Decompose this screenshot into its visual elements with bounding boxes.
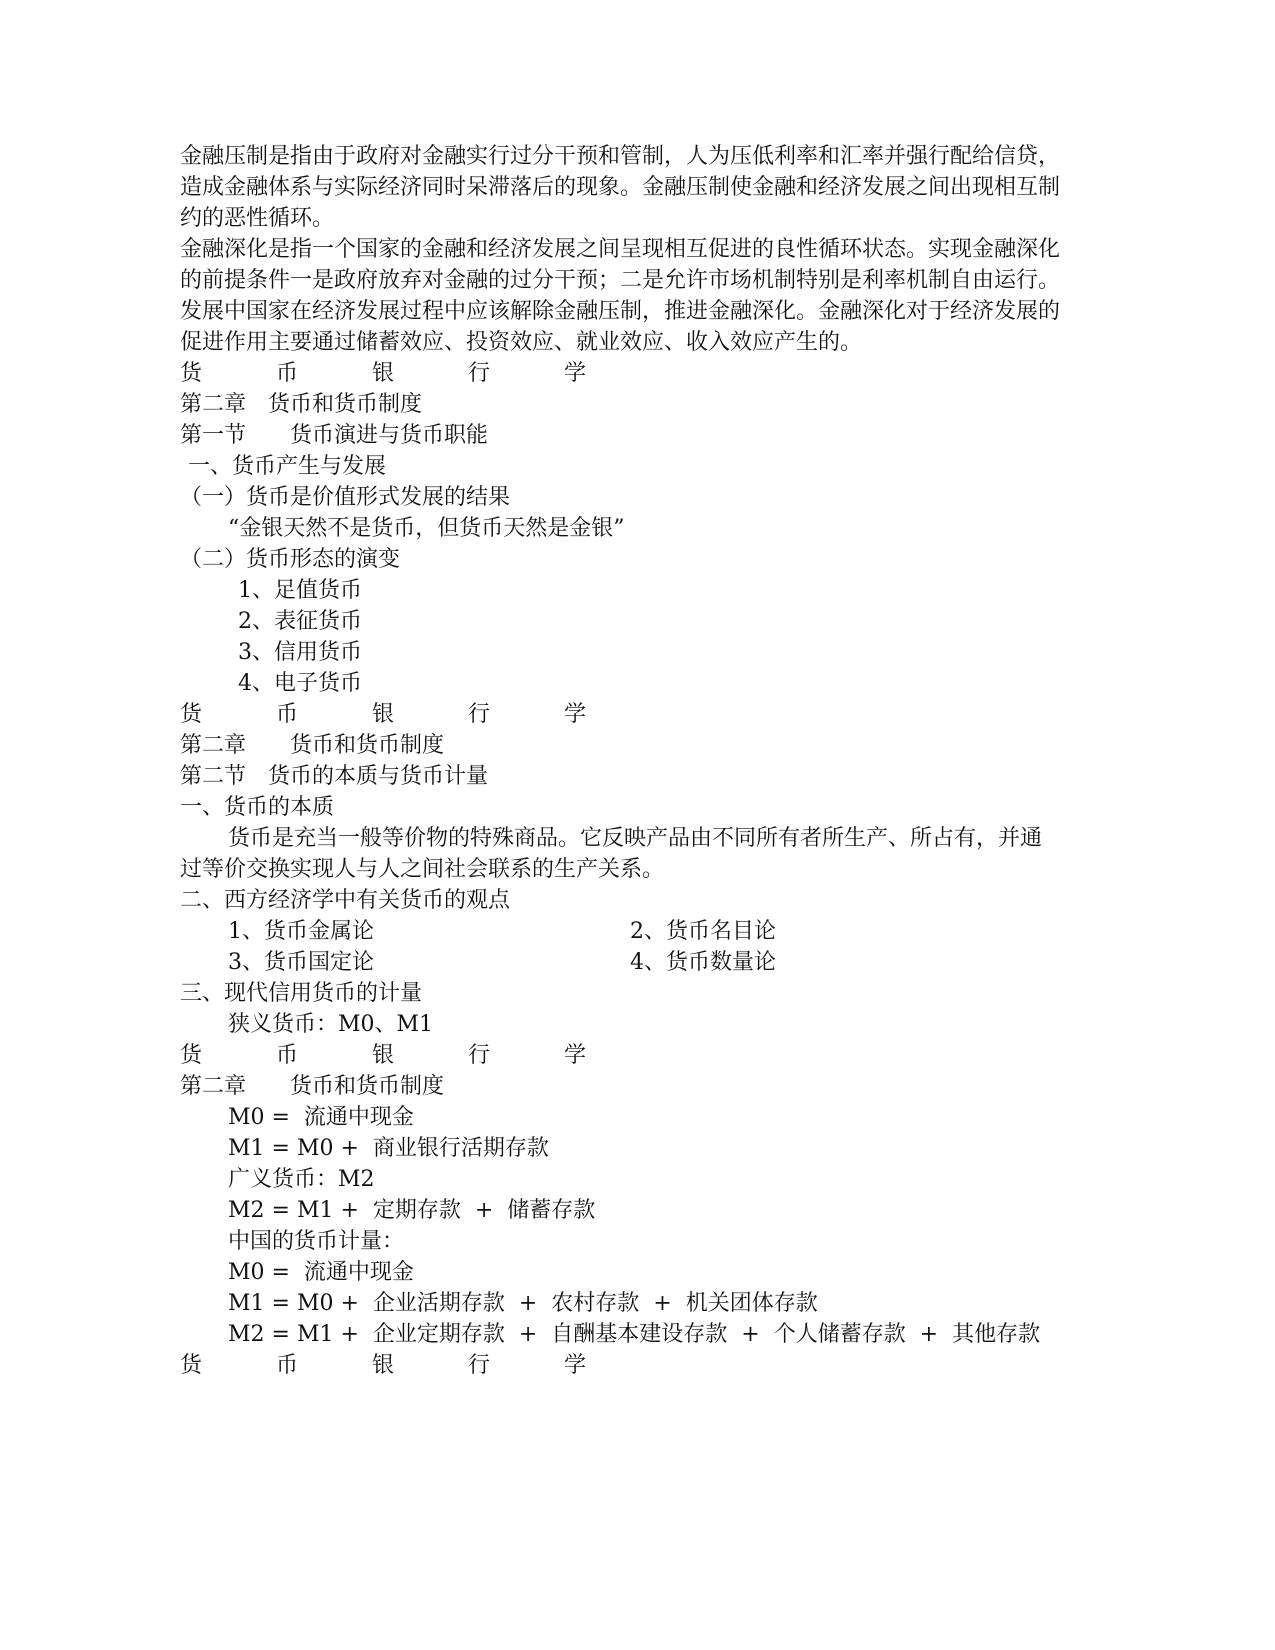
section-heading: 第一节 货币演进与货币职能 [180, 423, 489, 448]
list-item: 2、表征货币 [238, 609, 362, 634]
banner-char: 银 [372, 1043, 395, 1068]
banner-char: 银 [372, 361, 395, 386]
banner-char: 行 [468, 702, 491, 727]
subheading: 二、西方经济学中有关货币的观点 [180, 888, 511, 913]
banner-char: 货 [180, 702, 203, 727]
formula-line: M2 = M1 + 定期存款 + 储蓄存款 [228, 1198, 596, 1223]
course-banner [180, 1350, 600, 1381]
formula-line: 广义货币：M2 [228, 1167, 375, 1192]
list-item: 4、货币数量论 [630, 950, 776, 975]
formula-line: M1 = M0 + 企业活期存款 + 农村存款 + 机关团体存款 [228, 1291, 818, 1316]
list-item: 3、信用货币 [238, 640, 362, 665]
paragraph-financial-repression: 金融压制是指由于政府对金融实行过分干预和管制，人为压低利率和汇率并强行配给信贷，造成金融体系与实际经济同时呆滞落后的现象。金融压制使金融和经济发展之间出现相互制约的恶性循环。 [180, 144, 1061, 231]
subheading: 一、货币产生与发展 [188, 454, 387, 479]
subheading: （二）货币形态的演变 [180, 547, 401, 572]
paragraph-money-essence: 货币是充当一般等价物的特殊商品。它反映产品由不同所有者所生产、所占有，并通过等价交换实现人与人之间社会联系的生产关系。 [180, 826, 1043, 882]
banner-char: 行 [468, 1043, 491, 1068]
paragraph-financial-deepening: 金融深化是指一个国家的金融和经济发展之间呈现相互促进的良性循环状态。实现金融深化的前提条件一是政府放弃对金融的过分干预；二是允许市场机制特别是利率机制自由运行。 [180, 237, 1061, 293]
chapter-heading: 第二章 货币和货币制度 [180, 392, 423, 417]
list-item: 4、电子货币 [238, 671, 362, 696]
banner-char: 币 [276, 361, 299, 386]
formula-line: M0 = 流通中现金 [228, 1105, 414, 1130]
subheading: 三、现代信用货币的计量 [180, 981, 423, 1006]
banner-char: 货 [180, 1353, 203, 1378]
banner-char: 行 [468, 1353, 491, 1378]
subheading: 一、货币的本质 [180, 795, 335, 820]
banner-char: 学 [564, 702, 587, 727]
course-banner [180, 358, 600, 389]
banner-char: 货 [180, 361, 203, 386]
formula-line: 中国的货币计量： [228, 1229, 405, 1254]
document-page [180, 141, 1060, 1381]
banner-char: 学 [564, 361, 587, 386]
banner-char: 学 [564, 1043, 587, 1068]
formula-line: M2 = M1 + 企业定期存款 + 自酬基本建设存款 + 个人储蓄存款 + 其他存款 [228, 1322, 1041, 1347]
subheading: （一）货币是价值形式发展的结果 [180, 485, 511, 510]
banner-char: 币 [276, 1043, 299, 1068]
views-row [180, 947, 1060, 978]
banner-char: 银 [372, 702, 395, 727]
section-heading: 第二节 货币的本质与货币计量 [180, 764, 489, 789]
formula-line: 狭义货币：M0、M1 [228, 1012, 434, 1037]
banner-char: 学 [564, 1353, 587, 1378]
course-banner [180, 1040, 600, 1071]
chapter-heading: 第二章 货币和货币制度 [180, 1074, 445, 1099]
list-item: 3、货币国定论 [228, 950, 374, 975]
formula-line: M0 = 流通中现金 [228, 1260, 414, 1285]
banner-char: 币 [276, 702, 299, 727]
chapter-heading: 第二章 货币和货币制度 [180, 733, 445, 758]
formula-line: M1 = M0 + 商业银行活期存款 [228, 1136, 549, 1161]
course-banner [180, 699, 600, 730]
banner-char: 货 [180, 1043, 203, 1068]
list-item: 2、货币名目论 [630, 919, 776, 944]
banner-char: 币 [276, 1353, 299, 1378]
banner-char: 行 [468, 361, 491, 386]
list-item: 1、货币金属论 [228, 919, 374, 944]
quote-line: “金银天然不是货币，但货币天然是金银” [228, 516, 625, 541]
banner-char: 银 [372, 1353, 395, 1378]
views-row [180, 916, 1060, 947]
list-item: 1、足值货币 [238, 578, 362, 603]
paragraph-developing-countries: 发展中国家在经济发展过程中应该解除金融压制，推进金融深化。金融深化对于经济发展的促进作用主要通过储蓄效应、投资效应、就业效应、收入效应产生的。 [180, 299, 1061, 355]
